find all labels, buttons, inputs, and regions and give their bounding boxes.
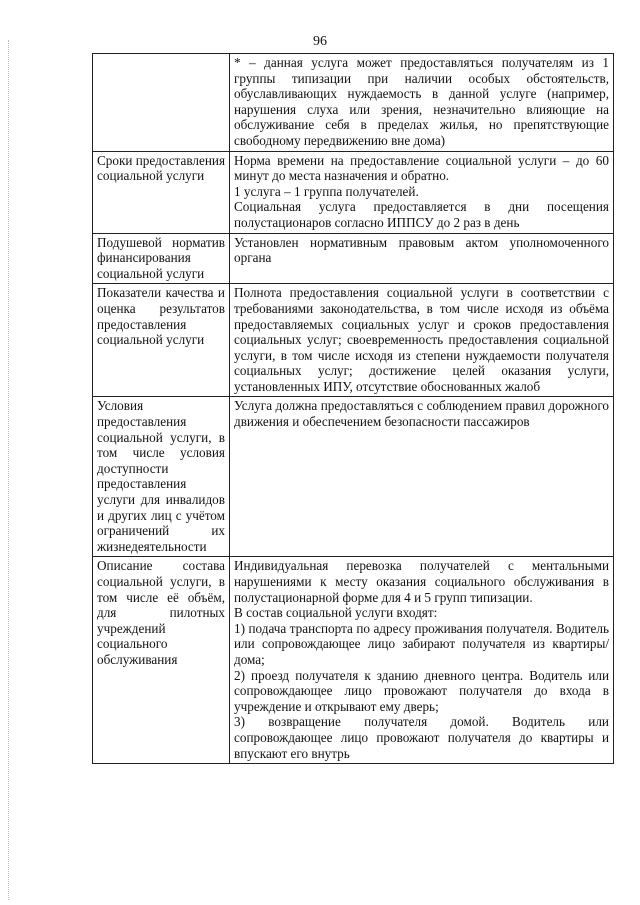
paragraph: Социальная услуга предоставляется в дни посещения полустационаров согласно ИППСУ до 2 раз в день (234, 199, 609, 230)
paragraph: В состав социальной услуги входят: (234, 605, 438, 621)
row-content (230, 397, 614, 557)
row-content (230, 54, 614, 152)
paragraph: * – данная услуга может предоставляться получателям из 1 группы типизации при наличии особых обстоятельств, обуславливающих нуждаемость в данной услуге (например, нарушения слуха или зрения, незначительно влияющие на обслуживание себя в пределах жилья, но препятствующие свободному передвижению вне дома) (234, 55, 609, 148)
table-row (93, 284, 614, 397)
paragraph: Полнота предоставления социальной услуги в соответствии с требованиями законодательства, в том числе исходя из объёма предоставляемых социальных услуг и сроков предоставления социальных услуг; своевременность предоставления социальной услуги, в том числе исходя из степени нуждаемости получателя социальных услуг; достижение целей оказания услуги, установленных ИПУ, отсутствие обоснованных жалоб (234, 285, 609, 394)
paragraph: Норма времени на предоставление социальной услуги – до 60 минут до места назначения и обратно. (234, 152, 609, 184)
row-label: Описание состава социальной услуги, в том числе её объём, для пилотных учреждений социального обслуживания (93, 557, 230, 764)
table-row (93, 397, 614, 557)
row-content (230, 557, 614, 764)
paragraph: 3) возвращение получателя домой. Водитель или сопровождающее лицо провожают получателя до квартиры и впускают его внутрь (234, 714, 609, 761)
table-row (93, 151, 614, 233)
paragraph: Индивидуальная перевозка получателей с ментальными нарушениями к месту оказания социального обслуживания в полустационарной форме для 4 и 5 групп типизации. (234, 558, 609, 605)
table-row (93, 54, 614, 152)
row-label: Подушевой норматив финансирования социальной услуги (93, 233, 230, 284)
binding-margin (8, 40, 11, 900)
row-label: Показатели качества и оценка результатов предоставления социальной услуги (93, 284, 230, 397)
paragraph: 1 услуга – 1 группа получателей. (234, 183, 419, 199)
paragraph: 2) проезд получателя к зданию дневного центра. Водитель или сопровождающее лицо провожают получателя до входа в учреждение и открывают ему дверь; (234, 667, 609, 714)
row-content (230, 284, 614, 397)
service-description-table (92, 53, 614, 764)
row-label: Сроки предоставления социальной услуги (93, 151, 230, 233)
table-row (93, 233, 614, 284)
paragraph: 1) подача транспорта по адресу проживания получателя. Водитель или сопровождающее лицо забирают получателя из квартиры/дома; (234, 620, 609, 667)
row-label (93, 54, 230, 152)
page-number: 96 (313, 34, 327, 49)
paragraph: Установлен нормативным правовым актом уполномоченного органа (234, 234, 609, 266)
row-content (230, 151, 614, 233)
paragraph: Услуга должна предоставляться с соблюдением правил дорожного движения и обеспечением безопасности пассажиров (234, 398, 609, 430)
row-label: Условия предоставления социальной услуги, в том числе условия доступности предоставления услуги для инвалидов и других лиц с учётом ограничений их жизнедеятельности (93, 397, 230, 557)
row-content (230, 233, 614, 284)
table-row (93, 557, 614, 764)
